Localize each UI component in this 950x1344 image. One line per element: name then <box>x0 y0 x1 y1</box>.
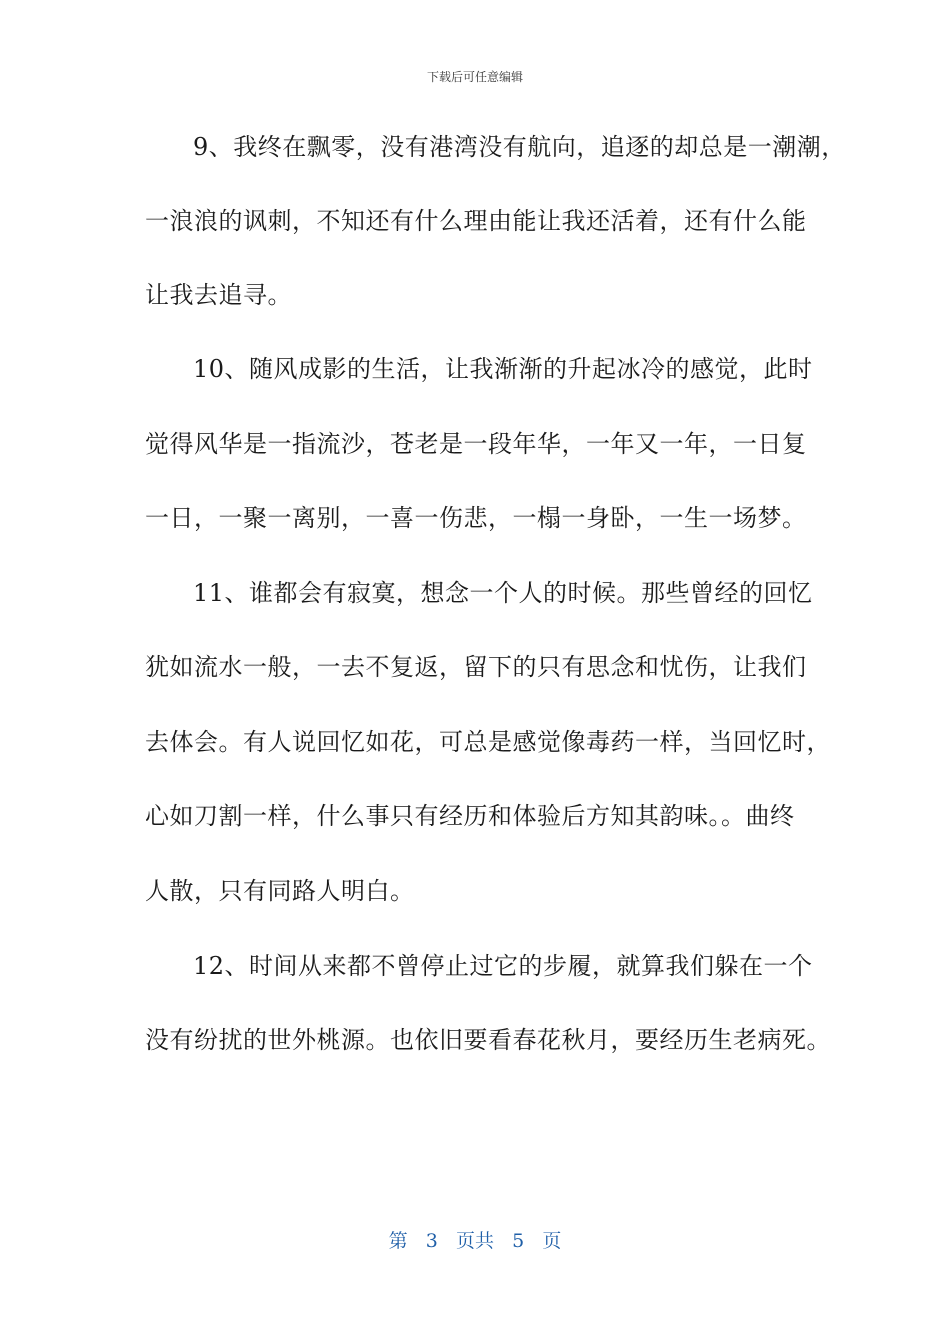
paragraph-11-line-5: 人散，只有同路人明白。 <box>145 877 415 905</box>
paragraph-9-line-3: 让我去追寻。 <box>145 281 292 309</box>
paragraph-11-line-1: 11、谁都会有寂寞，想念一个人的时候。那些曾经的回忆 <box>193 579 813 607</box>
page-mid: 页共 <box>455 1230 494 1252</box>
page-footer <box>0 1226 950 1253</box>
paragraph-10-line-1: 10、随风成影的生活，让我渐渐的升起冰冷的感觉，此时 <box>193 355 813 383</box>
paragraph-11-line-4: 心如刀割一样，什么事只有经历和体验后方知其韵味。。曲终 <box>145 802 795 830</box>
paragraph-9-line-1: 9、我终在飘零，没有港湾没有航向，追逐的却总是一潮潮， <box>193 133 846 161</box>
paragraph-11-line-3: 去体会。有人说回忆如花，可总是感觉像毒药一样，当回忆时， <box>145 728 831 756</box>
page-total: 5 <box>512 1230 525 1252</box>
paragraph-11-line-2: 犹如流水一般，一去不复返，留下的只有思念和忧伤，让我们 <box>145 653 807 681</box>
page-current: 3 <box>425 1230 438 1252</box>
paragraph-9-line-2: 一浪浪的讽刺，不知还有什么理由能让我还活着，还有什么能 <box>145 207 807 235</box>
header-note: 下载后可任意编辑 <box>426 70 523 84</box>
paragraph-12-line-1: 12、时间从来都不曾停止过它的步履，就算我们躲在一个 <box>193 952 813 980</box>
page-suffix: 页 <box>542 1230 562 1252</box>
paragraph-10-line-3: 一日，一聚一离别，一喜一伤悲，一榻一身卧，一生一场梦。 <box>145 504 807 532</box>
paragraph-12-line-2: 没有纷扰的世外桃源。也依旧要看春花秋月，要经历生老病死。 <box>145 1026 831 1054</box>
page-prefix: 第 <box>388 1230 408 1252</box>
paragraph-10-line-2: 觉得风华是一指流沙，苍老是一段年华，一年又一年，一日复 <box>145 430 807 458</box>
